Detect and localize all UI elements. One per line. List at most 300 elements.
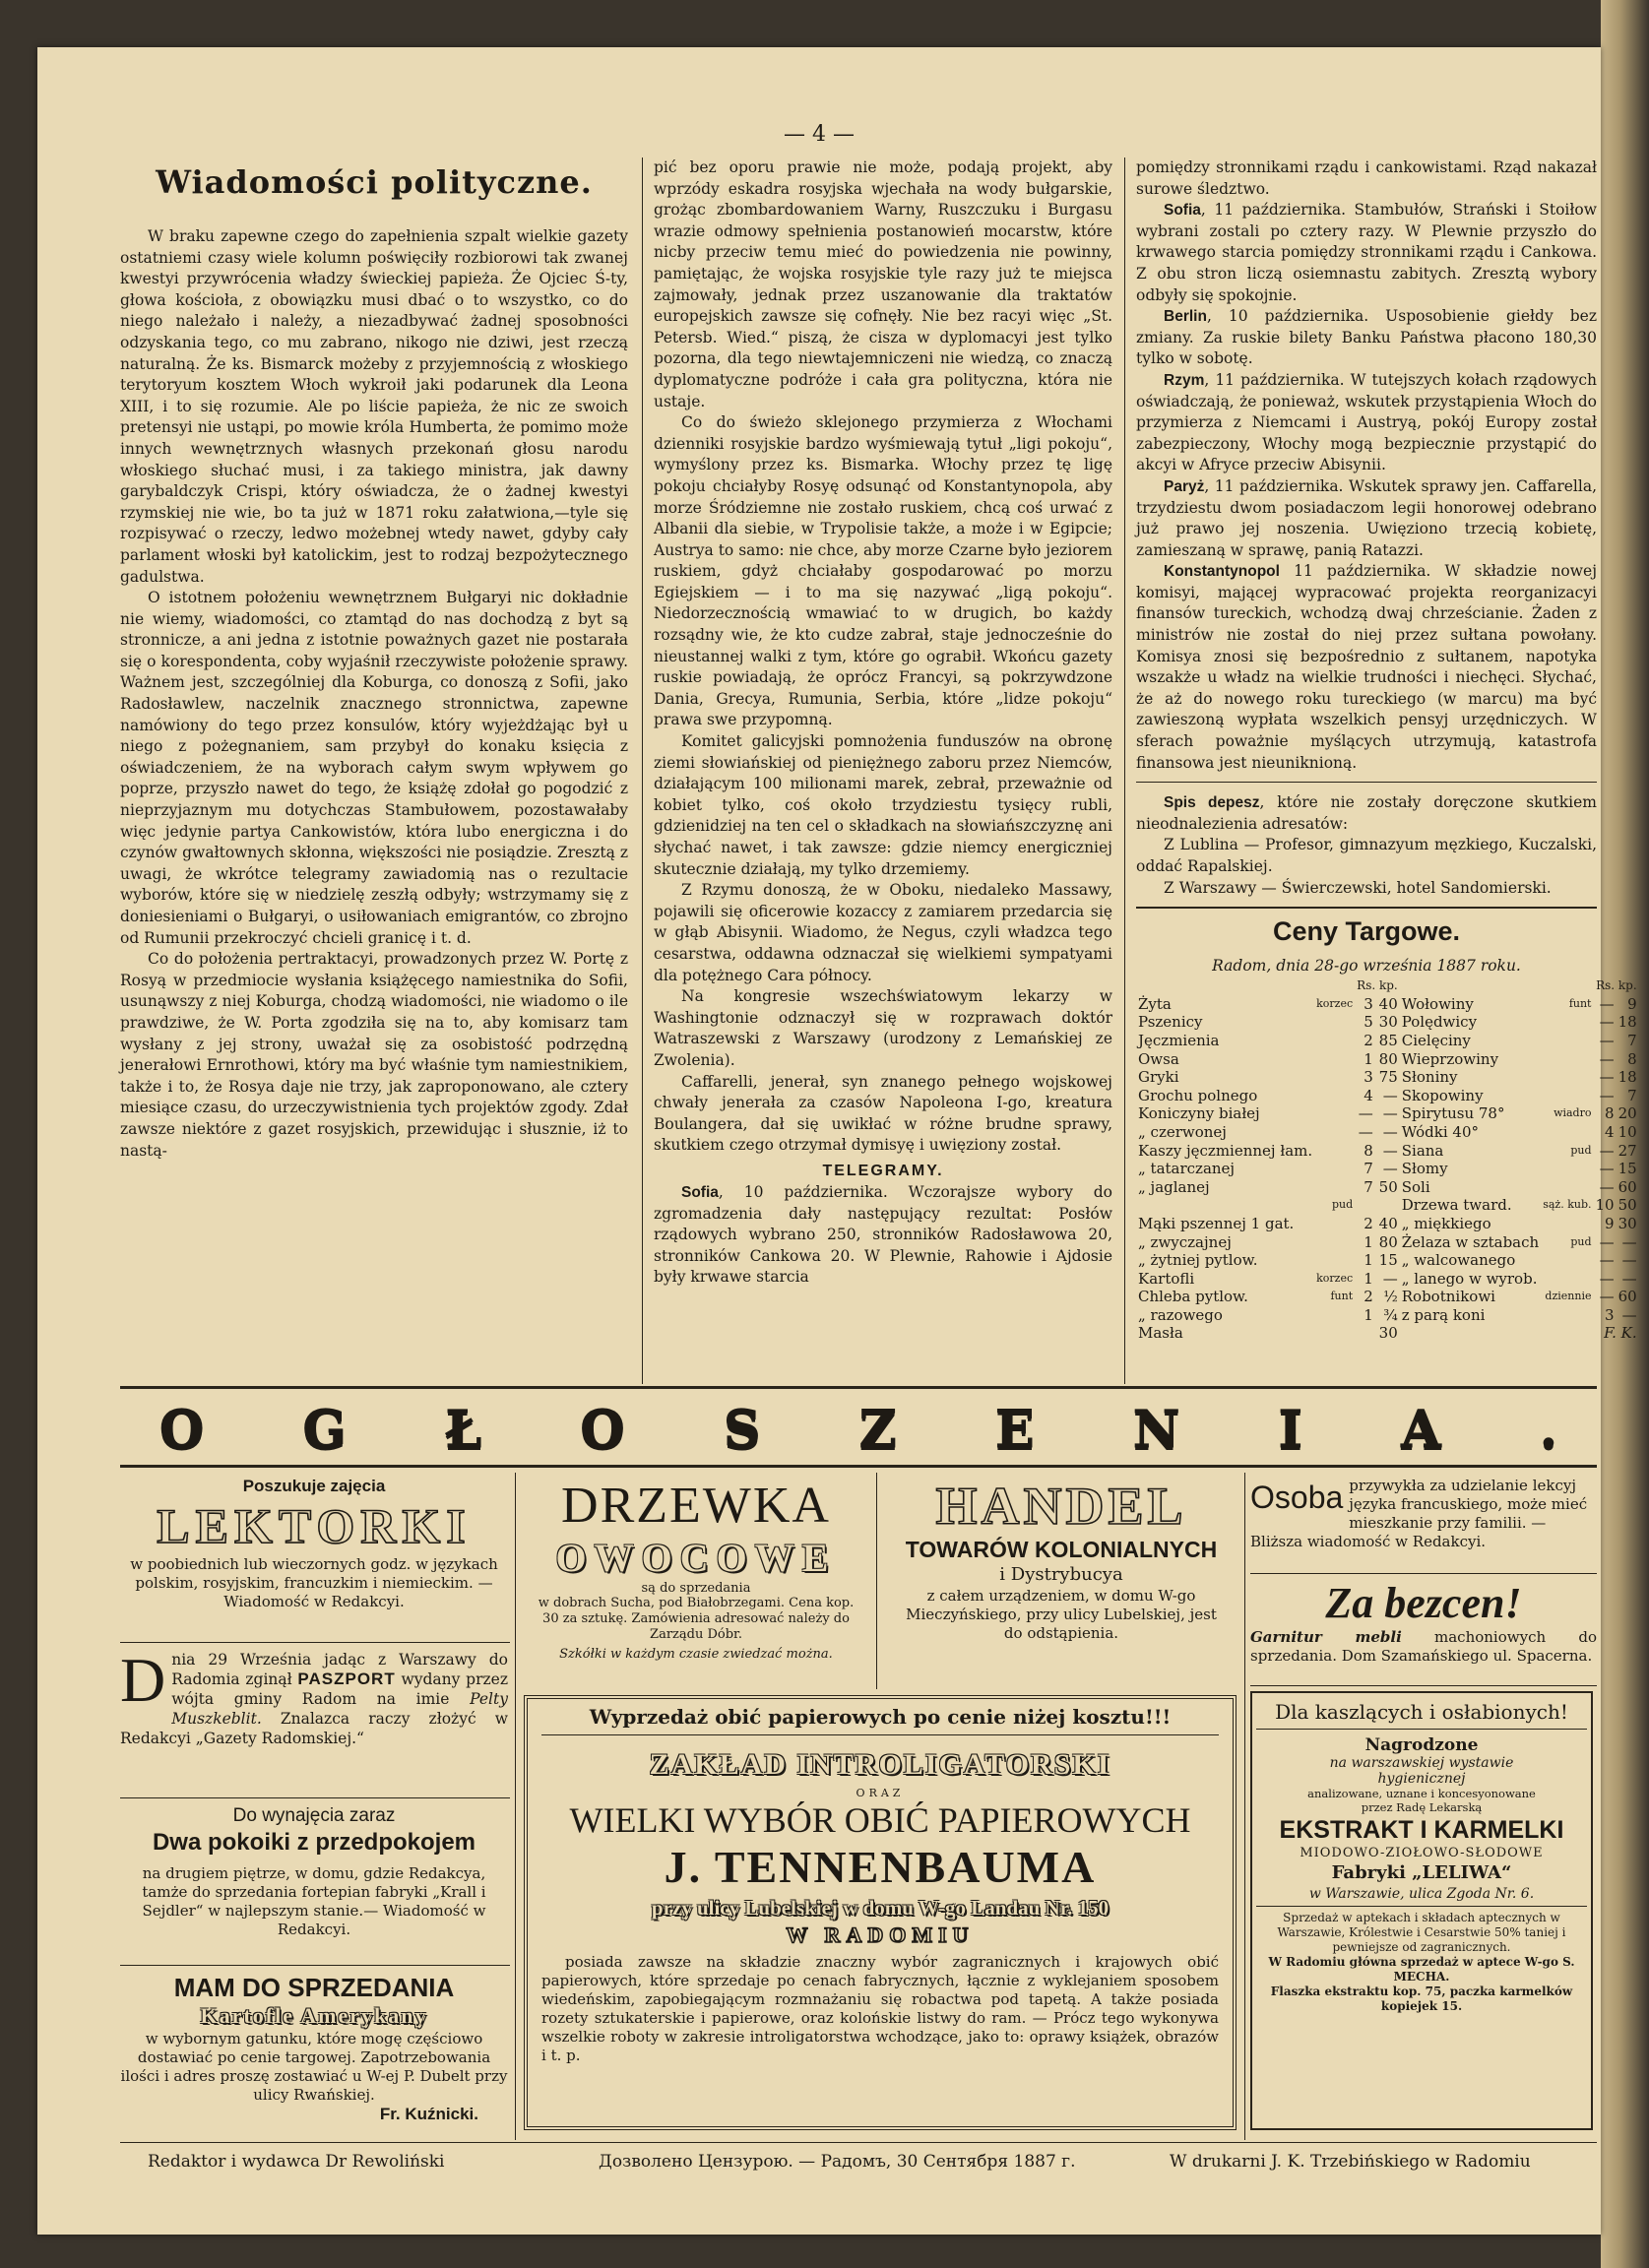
ad-text: w poobiednich lub wieczornych godz. w językach polskim, rosyjskim, francuzkim i niemieckim. — Wiadomość w Redakcyi. bbox=[130, 1555, 498, 1610]
ad-title: Wyprzedaż obić papierowych po cenie niżej kosztu!!! bbox=[541, 1705, 1219, 1735]
ad-subtitle: i Dystrybucya bbox=[999, 1564, 1123, 1585]
telegram-city: Paryż bbox=[1164, 477, 1205, 495]
market-rubles: 8 bbox=[1605, 1104, 1615, 1123]
ads-banner-letters bbox=[120, 1400, 1597, 1461]
market-rubles: 8 bbox=[1364, 1141, 1373, 1160]
market-row bbox=[1400, 1050, 1639, 1069]
market-kopecks: 60 bbox=[1617, 1288, 1637, 1306]
market-unit bbox=[1314, 1087, 1355, 1105]
ad-title: MAM DO SPRZEDANIA bbox=[173, 1973, 455, 2002]
market-item: Polędwicy bbox=[1401, 1013, 1478, 1032]
telegram-text: pomiędzy stronnikami rządu i cankowistami. Rząd nakazał surowe śledztwo. bbox=[1136, 158, 1597, 198]
market-kopecks: 18 bbox=[1617, 1013, 1637, 1032]
drop-cap: D bbox=[120, 1645, 166, 1715]
market-unit bbox=[1314, 1306, 1355, 1325]
market-unit: dziennie bbox=[1545, 1290, 1592, 1303]
market-unit bbox=[1314, 1068, 1355, 1087]
market-kopecks: 85 bbox=[1378, 1031, 1398, 1049]
banner-letter: E bbox=[994, 1400, 1035, 1460]
market-item: Jęczmienia bbox=[1138, 1031, 1220, 1049]
ad-tennenbaum bbox=[524, 1695, 1237, 2130]
market-kopecks: 20 bbox=[1617, 1104, 1637, 1123]
market-row bbox=[1136, 1032, 1400, 1050]
market-table-right bbox=[1400, 976, 1639, 1343]
market-row bbox=[1400, 1178, 1639, 1197]
ad-subheading: Nagrodzone bbox=[1364, 1735, 1479, 1755]
telegram-city: Sofia bbox=[681, 1183, 719, 1201]
market-unit bbox=[1541, 1032, 1593, 1050]
ad-text: machoniowych do sprzedania. Dom Szamańskiego ul. Spacerna. bbox=[1250, 1628, 1597, 1665]
banner-letter: Ł bbox=[445, 1400, 482, 1460]
market-rubles: 10 bbox=[1595, 1196, 1615, 1215]
banner-letter: O bbox=[580, 1400, 625, 1460]
market-item: Masła bbox=[1138, 1324, 1183, 1343]
market-item: Żelaza w sztabach bbox=[1401, 1232, 1540, 1251]
ad-kartofle bbox=[120, 1973, 508, 2124]
market-unit bbox=[1541, 1251, 1593, 1270]
ad-keyword: Osoba bbox=[1250, 1480, 1344, 1515]
telegram-text: , 10 października. Wczorajsze wybory do zgromadzenia dały następujący rezultat: Posłów rządowych wybrano 250, stronników Radosławowa 20, stronników Cankowa 20. W Plewnie, Rahowie i Ajdosie były krwawe starcia bbox=[654, 1182, 1112, 1287]
market-table-left bbox=[1136, 976, 1400, 1343]
market-rubles: — bbox=[1599, 1177, 1615, 1196]
market-unit bbox=[1541, 1306, 1593, 1325]
market-item: Robotnikowi bbox=[1401, 1288, 1495, 1306]
market-unit bbox=[1541, 1270, 1593, 1289]
banner-letter: G bbox=[302, 1400, 347, 1460]
ad-text: z całem urządzeniem, w domu W-go Mieczyńskiego, przy ulicy Lubelskiej, jest do odstąpienia. bbox=[906, 1587, 1217, 1642]
market-rubles bbox=[1355, 1196, 1375, 1215]
market-kopecks: 8 bbox=[1627, 1049, 1637, 1068]
market-rubles: — bbox=[1599, 1269, 1615, 1288]
ad-address: przy ulicy Lubelskiej w domu W-go Landau Nr. 150 bbox=[651, 1896, 1110, 1920]
market-row bbox=[1136, 1215, 1400, 1233]
market-row bbox=[1136, 1068, 1400, 1087]
market-kopecks: — bbox=[1382, 1160, 1398, 1178]
market-unit bbox=[1314, 1013, 1355, 1032]
market-kopecks: 9 bbox=[1627, 994, 1637, 1013]
market-unit bbox=[1314, 1160, 1355, 1178]
ad-text: Flaszka ekstraktu kop. 75, paczka karmelków kopiejek 15. bbox=[1270, 1984, 1573, 2013]
market-item: Wołowiny bbox=[1401, 994, 1474, 1013]
market-unit bbox=[1314, 1050, 1355, 1069]
market-unit bbox=[1314, 1104, 1355, 1123]
market-rubles: 1 bbox=[1364, 1251, 1373, 1270]
market-row bbox=[1400, 1233, 1639, 1252]
market-item: Grochu polnego bbox=[1138, 1086, 1258, 1104]
market-rubles: — bbox=[1599, 994, 1615, 1013]
market-kopecks: 50 bbox=[1378, 1177, 1398, 1196]
market-rubles: — bbox=[1358, 1104, 1373, 1123]
telegram-text: , 11 października. Wskutek sprawy jen. Caffarella, trzydziestu dwom posiadaczom legii honorowej odebrano już prawo jej noszenia. Uwięziono trzecią kobietę, zamieszaną w sprawę, panią Ratazzi. bbox=[1136, 476, 1597, 559]
market-row bbox=[1136, 1306, 1400, 1325]
telegram-text: , 11 października. W tutejszych kołach rządowych oświadczają, że ponieważ, wskutek przystąpienia Włoch do przymierza z Niemcami i Austryą, pokój Europy został zabezpieczony, Włochy mogą bezpiecznie przystąpić do akcyi w Afryce przeciw Abisynii. bbox=[1136, 370, 1597, 474]
footer-censorship: Дозволено Цензурою. — Радомъ, 30 Сентября 1887 г. bbox=[599, 2152, 1076, 2172]
market-kopecks: 75 bbox=[1378, 1068, 1398, 1087]
right-column bbox=[1136, 158, 1637, 1343]
market-rubles: 1 bbox=[1364, 1269, 1373, 1288]
divider bbox=[120, 1965, 510, 1966]
ad-note: Szkółki w każdym czasie zwiedzać można. bbox=[559, 1647, 833, 1662]
market-kopecks: 27 bbox=[1617, 1141, 1637, 1160]
ad-text: wydany przez wójta gminy Radom na imie bbox=[171, 1670, 508, 1708]
divider bbox=[120, 1642, 510, 1643]
ad-lektorki bbox=[120, 1477, 508, 1611]
ad-name: Pelty Muszkeblit. bbox=[171, 1690, 508, 1728]
market-item: Żyta bbox=[1138, 994, 1172, 1013]
ad-text: hygienicznej bbox=[1377, 1771, 1466, 1787]
market-row bbox=[1136, 1270, 1400, 1289]
market-item: Gryki bbox=[1138, 1068, 1179, 1087]
ad-keyword: PASZPORT bbox=[297, 1670, 396, 1688]
divider bbox=[1250, 1573, 1597, 1574]
market-item: z parą koni bbox=[1401, 1305, 1486, 1324]
market-unit bbox=[1314, 1178, 1355, 1197]
article-paragraph: W braku zapewne czego do zapełnienia szpalt wielkie gazety ostatniemi czasy wiele kolumn poświęciły rozbiorowi tak zwanej kwestyi przywrócenia władzy świeckiej papieża. Że Ojciec Ś-ty, głowa kościoła, z obowiązku musi dbać o to wszystko, co do niego należało i należy, a niezadbywać żadnej sposobności odzyskania tego, co mu zabrano, nikogo nie dziwi, jest rzeczą naturalną. Że ks. Bismarck możeby z przyjemnością z włoskiego terytoryum kosztem Włoch wykroił jaki podarunek dla Leona XIII, i to się rozumie. Ale po liście papieża, że nic ze swoich pretensyi nie ustąpi, po mowie króla Humberta, że pomimo może innych wewnętrznych własnych przekonań głosu narodu włoskiego słuchać musi, i za takiego ministra, jak dawny garybaldczyk Crispi, który oświadcza, że o żadnej kwestyi rzymskiej nie wie, bo ta już w 1871 roku załatwiona,—tyle się rozpisywać o rzeczy, ledwo możebnej wtedy nawet, gdyby cały parlament włoski był katolickim, jest to rodzaj bezpożytecznego gadulstwa. bbox=[120, 227, 628, 586]
ad-subheading: są do sprzedania bbox=[641, 1581, 751, 1596]
market-rubles: — bbox=[1599, 1031, 1615, 1049]
market-unit bbox=[1541, 1087, 1593, 1105]
market-kopecks: — bbox=[1621, 1305, 1637, 1324]
market-kopecks: 7 bbox=[1627, 1031, 1637, 1049]
banner-letter: Z bbox=[858, 1400, 897, 1460]
market-row bbox=[1136, 1087, 1400, 1105]
market-row bbox=[1400, 1142, 1639, 1161]
market-kopecks: — bbox=[1382, 1269, 1398, 1288]
market-item: „ razowego bbox=[1138, 1305, 1223, 1324]
divider bbox=[1250, 1685, 1597, 1686]
market-item: Siana bbox=[1401, 1141, 1444, 1160]
telegram-text: , 10 października. Usposobienie giełdy bez zmiany. Za ruskie bilety Banku Państwa płacono 180,30 tylko w sobotę. bbox=[1136, 307, 1597, 368]
market-row bbox=[1400, 1068, 1639, 1087]
market-rubles: — bbox=[1599, 1086, 1615, 1104]
market-item: Wódki 40° bbox=[1401, 1122, 1480, 1141]
divider bbox=[1136, 907, 1597, 909]
ad-subheading: Poszukuje zajęcia bbox=[242, 1477, 386, 1495]
market-item: Pszenicy bbox=[1138, 1013, 1203, 1032]
market-unit: funt bbox=[1330, 1290, 1354, 1303]
market-kopecks: 50 bbox=[1617, 1196, 1637, 1215]
market-rubles: 1 bbox=[1364, 1232, 1373, 1251]
ad-text: w dobrach Sucha, pod Białobrzegami. Cena kop. 30 za sztukę. Zamówienia adresować należy do Zarządu Dóbr. bbox=[538, 1596, 855, 1642]
article-paragraph: Na kongresie wszechświatowym lekarzy w Washingtonie odznaczył się w rozprawach doktór Watraszewski z Warszawy (urodzony z Lemańskiej ze Zwolenia). bbox=[654, 987, 1112, 1069]
market-rubles: — bbox=[1599, 1251, 1615, 1270]
market-unit bbox=[1314, 1032, 1355, 1050]
banner-letter: O bbox=[159, 1400, 205, 1460]
market-rubles: 7 bbox=[1364, 1177, 1373, 1196]
ad-subtitle: Kartofle Amerykany bbox=[200, 2003, 428, 2028]
telegram-text: , 11 października. Stambułów, Strański i Stoiłow wybrani zostali po cztery razy. W Plewnie przyszło do krwawego starcia pomiędzy stronnikami rządu i Cankowa. Z obu stron liczą osiemnastu zabitych. Zresztą wybory odbyły się spokojnie. bbox=[1136, 201, 1597, 304]
market-unit bbox=[1314, 1142, 1355, 1161]
ads-banner bbox=[120, 1400, 1597, 1461]
banner-letter: . bbox=[1539, 1400, 1557, 1460]
ad-title: Za bezcen! bbox=[1325, 1579, 1522, 1627]
letters-intro: , które nie zostały doręczone skutkiem nieodnalezienia adresatów: bbox=[1136, 793, 1597, 833]
market-item bbox=[1400, 1324, 1541, 1343]
market-row bbox=[1136, 1142, 1400, 1161]
market-rubles: — bbox=[1599, 1013, 1615, 1032]
divider bbox=[120, 2142, 1597, 2143]
market-kopecks: 40 bbox=[1378, 1214, 1398, 1232]
market-row bbox=[1136, 1123, 1400, 1142]
market-rubles: — bbox=[1599, 1160, 1615, 1178]
undelivered-letter: Z Lublina — Profesor, gimnazyum męzkiego, Kuczalski, oddać Rapalskiej. bbox=[1136, 836, 1597, 875]
article-paragraph: Caffarelli, jenerał, syn znanego pełnego wojskowej chwały jenerała za czasów Napoleona I-go, kreatura Boulangera, dał się uwikłać w różne brudne sprawy, skutkiem czego otrzymał dymisyę i uwięziony został. bbox=[654, 1072, 1112, 1155]
ad-keyword: Garnitur mebli bbox=[1250, 1628, 1402, 1646]
market-item: Kaszy jęczmiennej łam. bbox=[1138, 1141, 1313, 1160]
market-item: Kartofli bbox=[1138, 1269, 1195, 1288]
market-kopecks: 30 bbox=[1378, 1013, 1398, 1032]
footer-editor: Redaktor i wydawca Dr Rewoliński bbox=[148, 2152, 445, 2172]
article-paragraph: Co do świeżo sklejonego przymierza z Włochami dzienniki rosyjskie bardzo wyśmiewają tytuł „ligi pokoju“, wymyślony przez ks. Bismarka. Włochy przez tę ligę pokoju chciałyby Rosyę odsunąć od Konstantynopola, aby morze Śródziemne nie zostało ruskiem, chcą coś urwać z Albanii dla siebie, w Trypolisie także, a może i w Egipcie; Austrya to samo: nie chce, aby morze Czarne było jeziorem ruskiem, gdyż chciałaby gospodarować po morzu Egiejskiem — i to ma się nazywać „ligą pokoju“. Niedorzecznością wmawiać to w drugich, bo każdy rozsądny wie, że kto cudze zabrał, staje jednocześnie do nieustannej walki z tym, które go ograbił. Wkońcu gazety ruskie powiadają, że oprócz Francyi, są pokrzywdzone Dania, Grecya, Rumunia, Serbia, które „lidze pokoju“ prawa swe przypomną. bbox=[654, 413, 1112, 729]
market-item: Koniczyny białej bbox=[1138, 1104, 1260, 1123]
market-kopecks: 18 bbox=[1617, 1068, 1637, 1087]
ad-osoba bbox=[1250, 1477, 1597, 1551]
market-row bbox=[1400, 1215, 1639, 1233]
ad-title: HANDEL bbox=[935, 1477, 1187, 1536]
market-kopecks: — bbox=[1382, 1122, 1398, 1141]
market-unit: pud bbox=[1570, 1143, 1592, 1157]
ad-text: na drugiem piętrze, w domu, gdzie Redakcya, tamże do sprzedania fortepian fabryki „Krall i Sejdler“ w najlepszym stanie.— Wiadomość w Redakcyi. bbox=[142, 1864, 486, 1938]
ad-pokoiki bbox=[120, 1805, 508, 1939]
market-item: Chleba pytlow. bbox=[1138, 1288, 1248, 1306]
market-kopecks: ¾ bbox=[1383, 1305, 1398, 1324]
column-rule bbox=[515, 1473, 516, 2140]
market-kopecks: 10 bbox=[1617, 1122, 1637, 1141]
market-row bbox=[1400, 1270, 1639, 1289]
market-rubles: 2 bbox=[1364, 1031, 1373, 1049]
page-number: — 4 — bbox=[784, 122, 855, 147]
market-rubles: — bbox=[1599, 1288, 1615, 1306]
market-row bbox=[1136, 1104, 1400, 1123]
market-unit: pud bbox=[1570, 1234, 1592, 1248]
market-unit bbox=[1541, 1068, 1593, 1087]
market-rubles: — bbox=[1599, 1068, 1615, 1087]
market-unit: pud bbox=[1331, 1198, 1354, 1212]
ad-subtitle: MIODOWO-ZIOŁOWO-SŁODOWE bbox=[1300, 1846, 1544, 1860]
banner-letter: A bbox=[1401, 1400, 1441, 1460]
divider bbox=[120, 1465, 1597, 1468]
market-header-row bbox=[1400, 976, 1639, 995]
market-kopecks: 7 bbox=[1627, 1086, 1637, 1104]
market-row bbox=[1136, 1233, 1400, 1252]
market-item: „ miękkiego bbox=[1401, 1214, 1491, 1232]
banner-letter: I bbox=[1278, 1400, 1302, 1460]
ad-text: w wybornym gatunku, które mogę częściowo dostawiać po cenie targowej. Zapotrzebowania ilości i adres proszę zostawiać u W-ej P. Dubelt przy ulicy Rwańskiej. bbox=[120, 2030, 508, 2104]
article-paragraph: Co do położenia pertraktacyi, prowadzonych przez W. Portę z Rosyą w przedmiocie wysłania książęcego namiestnika do Sofii, usunąwszy z niej Koburga, chodzą wiadomości, nie wiadomo o ile prawdziwe, że W. Porta zgodziła się na to, aby komisarz tam wysłany z jej strony, uważał się za osobistość podrzędną jenerałowi Ernrothowi, który ma być właśnie tym namiestnikiem, także i to, że Rosya daje nie trzy, jak zaproponowano, ale cztery miesiące czasu, do urzeczywistnienia tych projektów zgody. Zdał zawsze niektóre z gazet rosyjskich, przewidując i słusznie, iż to nastą- bbox=[120, 950, 628, 1160]
ad-subtitle: TOWARÓW KOLONIALNYCH bbox=[905, 1537, 1218, 1562]
market-kopecks: — bbox=[1382, 1141, 1398, 1160]
market-row bbox=[1136, 1013, 1400, 1032]
ad-subtitle: Fabryki „LELIWA“ bbox=[1331, 1862, 1512, 1883]
newspaper-page bbox=[37, 47, 1637, 2235]
undelivered-letter: Z Warszawy — Świerczewski, hotel Sandomierski. bbox=[1164, 878, 1552, 897]
market-row bbox=[1136, 1196, 1400, 1215]
market-unit bbox=[1314, 1251, 1355, 1270]
ad-leliwa bbox=[1250, 1691, 1593, 2130]
market-rubles: 9 bbox=[1605, 1214, 1615, 1232]
market-item: „ żytniej pytlow. bbox=[1138, 1251, 1258, 1270]
market-rubles: — bbox=[1599, 1232, 1615, 1251]
ad-subheading: Do wynajęcia zaraz bbox=[232, 1805, 396, 1826]
ad-name: J. TENNENBAUMA bbox=[664, 1842, 1097, 1892]
market-row bbox=[1400, 1324, 1639, 1343]
article-paragraph: Komitet galicyjski pomnożenia funduszów na obronę ziemi słowiańskiej od pieniężnego zaboru przez Niemców, działającym 100 milionami marek, zebrał, przeważnie od kobiet tylko, coś około trzydziestu tysięcy rubli, gdzienidziej na ten cel o składkach na słowiańszczyznę ani słychać nawet, i tak zawsze: gdzie niemcy energiczniej skutecznie działają, my tylko drzemiemy. bbox=[654, 732, 1112, 878]
market-kopecks: 60 bbox=[1617, 1177, 1637, 1196]
market-kopecks: — bbox=[1382, 1104, 1398, 1123]
market-kopecks: — bbox=[1382, 1086, 1398, 1104]
market-dateline: Radom, dnia 28-go września 1887 roku. bbox=[1212, 957, 1521, 976]
market-heading: Ceny Targowe. bbox=[1272, 916, 1461, 947]
market-row bbox=[1400, 1123, 1639, 1142]
ad-text: Znalazca raczy złożyć w Redakcyi „Gazety Radomskiej.“ bbox=[120, 1710, 508, 1747]
ad-title: EKSTRAKT I KARMELKI bbox=[1279, 1816, 1564, 1844]
market-kopecks: ½ bbox=[1383, 1288, 1398, 1306]
market-rubles: 1 bbox=[1364, 1305, 1373, 1324]
column-rule bbox=[876, 1473, 877, 1689]
market-row bbox=[1136, 1251, 1400, 1270]
market-kopecks: — bbox=[1621, 1269, 1637, 1288]
divider bbox=[120, 1797, 510, 1798]
market-unit: korzec bbox=[1316, 1271, 1354, 1285]
ad-text: Sprzedaż w aptekach i składach aptecznych w Warszawie, Królestwie i Cesarstwie 50% taniej i pewniejsze od zagranicznych. bbox=[1277, 1911, 1566, 1954]
ad-title: ZAKŁAD INTROLIGATORSKI bbox=[649, 1748, 1111, 1781]
market-kopecks: 30 bbox=[1617, 1214, 1637, 1232]
middle-column bbox=[654, 158, 1112, 1289]
ad-text: ORAZ bbox=[856, 1787, 905, 1799]
market-item: „ czerwonej bbox=[1138, 1122, 1227, 1141]
market-item: „ jaglanej bbox=[1138, 1177, 1210, 1196]
market-unit: korzec bbox=[1316, 996, 1354, 1010]
market-unit-header: Rs. kp. bbox=[1596, 978, 1637, 993]
market-kopecks bbox=[1375, 1196, 1400, 1215]
market-row bbox=[1136, 995, 1400, 1014]
market-kopecks: 15 bbox=[1378, 1251, 1398, 1270]
market-rubles: 1 bbox=[1364, 1049, 1373, 1068]
column-rule bbox=[642, 158, 643, 1384]
market-row bbox=[1136, 1324, 1400, 1343]
left-column bbox=[120, 163, 628, 1162]
market-unit bbox=[1541, 1215, 1593, 1233]
market-item: Drzewa tward. bbox=[1401, 1196, 1512, 1215]
ad-title: DRZEWKA bbox=[561, 1478, 831, 1534]
market-unit bbox=[1541, 1178, 1593, 1197]
market-rubles: 3 bbox=[1605, 1305, 1615, 1324]
market-item: Cielęciny bbox=[1401, 1031, 1471, 1049]
market-item: Soli bbox=[1401, 1177, 1430, 1196]
ad-title: WIELKI WYBÓR OBIĆ PAPIEROWYCH bbox=[569, 1800, 1191, 1840]
market-item: „ lanego w wyrob. bbox=[1401, 1269, 1538, 1288]
telegram-city: Sofia bbox=[1164, 202, 1201, 220]
footer-printer: W drukarni J. K. Trzebińskiego w Radomiu bbox=[1170, 2152, 1531, 2172]
banner-letter: S bbox=[723, 1400, 761, 1460]
ad-title: Dwa pokoiki z przedpokojem bbox=[152, 1829, 476, 1856]
market-row bbox=[1136, 1288, 1400, 1306]
market-unit bbox=[1314, 1233, 1355, 1252]
market-tables bbox=[1136, 976, 1637, 1343]
market-rubles: F. K. bbox=[1604, 1324, 1637, 1343]
market-unit bbox=[1541, 1123, 1593, 1142]
market-row bbox=[1400, 1306, 1639, 1325]
market-row bbox=[1136, 1160, 1400, 1178]
market-item: Skopowiny bbox=[1401, 1086, 1484, 1104]
telegram-city: Berlin bbox=[1164, 308, 1207, 326]
market-row bbox=[1400, 1196, 1639, 1215]
market-kopecks: 15 bbox=[1617, 1160, 1637, 1178]
ad-city: W RADOMIU bbox=[786, 1922, 975, 1947]
market-kopecks: 30 bbox=[1378, 1324, 1398, 1343]
market-kopecks: — bbox=[1621, 1232, 1637, 1251]
column-rule bbox=[1244, 1473, 1245, 2140]
ad-bezcen bbox=[1250, 1579, 1597, 1666]
market-row bbox=[1136, 1050, 1400, 1069]
column-rule bbox=[1124, 158, 1125, 1384]
ad-paszport bbox=[120, 1645, 508, 1748]
market-item: „ zwyczajnej bbox=[1138, 1232, 1232, 1251]
market-rubles: 4 bbox=[1605, 1122, 1615, 1141]
market-unit bbox=[1314, 1324, 1355, 1343]
market-item: Słomy bbox=[1401, 1160, 1448, 1178]
telegram-city: Konstantynopol bbox=[1164, 563, 1280, 581]
market-rubles: — bbox=[1599, 1049, 1615, 1068]
ad-text: analizowane, uznane i koncesyonowane przez Radę Lekarską bbox=[1307, 1787, 1536, 1814]
market-row bbox=[1400, 1032, 1639, 1050]
market-unit bbox=[1314, 1123, 1355, 1142]
market-row bbox=[1400, 1251, 1639, 1270]
ad-drzewka bbox=[524, 1477, 868, 1662]
ad-text: nia 29 Września jadąc z Warszawy do Radomia zginął bbox=[171, 1651, 508, 1688]
telegram-text: 11 października. W składzie nowej komisyi, mającej wypracować projekta reorganizacyi finansów tureckich, wchodzą dwaj chrześcianie. Żaden z ministrów nie został do niej przez sułtana powołany. Komisya znosi się bezpośrednio z sułtanem, napotyka wszakże u władz na wielkie trudności i niechęci. Słychać, że aż do nowego roku tureckiego (w marcu) ma być zawieszoną wypłata wszelkich pensyj urzędniczych. W sferach poważnie myślących utrzymują, katastrofa finansowa jest nieuniknioną. bbox=[1136, 562, 1597, 772]
ad-address: w Warszawie, ulica Zgoda Nr. 6. bbox=[1256, 1886, 1587, 1907]
market-row bbox=[1400, 1013, 1639, 1032]
article-paragraph: pić bez oporu prawie nie może, podają projekt, aby wprzódy eskadra rosyjska wjechała na wody bułgarskie, grożąc zbombardowaniem Warny, Ruszczuku i Burgasu wrazie odmowy spełnienia postanowień mocarstw, które nicby przeciw temu mieć do powiedzenia nie powinny, pamiętając, że wojska rosyjskie tyle razy już te miejsca zajmowały, jednak przez uszanowanie dla traktatów europejskich zawsze się cofnęły. Nie bez racyi więc „St. Petersb. Wied.“ piszą, że cisza w dyplomacyi jest tylko pozorna, dla tego niewtajemniczeni nie wiedzą, co znaczą dyplomatyczne podróże i cała gra polityczna, która nie ustaje. bbox=[654, 158, 1112, 410]
market-row bbox=[1136, 1178, 1400, 1197]
banner-letter: N bbox=[1132, 1400, 1180, 1460]
market-kopecks: 80 bbox=[1378, 1232, 1398, 1251]
market-rubles: 2 bbox=[1364, 1288, 1373, 1306]
market-kopecks: 80 bbox=[1378, 1049, 1398, 1068]
market-row bbox=[1400, 995, 1639, 1014]
market-rubles: 4 bbox=[1364, 1086, 1373, 1104]
market-item: „ walcowanego bbox=[1401, 1251, 1516, 1270]
telegrams-heading: TELEGRAMY. bbox=[822, 1162, 944, 1179]
ad-title: OWOCOWE bbox=[555, 1536, 837, 1580]
divider bbox=[120, 1386, 1597, 1389]
ad-handel bbox=[884, 1477, 1238, 1643]
market-rubles: 3 bbox=[1364, 994, 1373, 1013]
ad-title: LEKTORKI bbox=[157, 1498, 472, 1553]
market-row bbox=[1400, 1087, 1639, 1105]
market-unit: funt bbox=[1568, 996, 1592, 1010]
market-unit: wiadro bbox=[1554, 1106, 1592, 1120]
market-rubles: 2 bbox=[1364, 1214, 1373, 1232]
divider bbox=[1136, 782, 1597, 783]
market-unit bbox=[1541, 1160, 1593, 1178]
market-item: Spirytusu 78° bbox=[1401, 1104, 1505, 1123]
market-unit bbox=[1541, 1050, 1593, 1069]
market-kopecks: — bbox=[1621, 1251, 1637, 1270]
market-row bbox=[1400, 1160, 1639, 1178]
letters-intro-label: Spis depesz bbox=[1164, 794, 1260, 812]
market-rubles: — bbox=[1599, 1141, 1615, 1160]
market-unit bbox=[1541, 1324, 1593, 1343]
market-unit: sąż. kub. bbox=[1543, 1198, 1592, 1212]
article-paragraph: Z Rzymu donoszą, że w Oboku, niedaleko Massawy, pojawili się oficerowie kozaccy z zamiarem przedarcia się w głąb Abisynii. Wiadomo, że Negus, czyli władzca tego cesarstwa, oddawna odznaczał się wielkiemi sympatyami dla potężnego Cara północy. bbox=[654, 881, 1112, 984]
market-item: „ tatarczanej bbox=[1138, 1160, 1236, 1178]
article-paragraph: O istotnem położeniu wewnętrznem Bułgaryi nic dokładnie nie wiemy, wiadomości, co ztamtąd do nas dochodzą z byt są stronnicze, a ani jedna z istotnie poważnych gazet nie postarała się o korespondenta, coby wyjaśnił rzeczywiste położenie sprawy. Ważnem jest, szczególniej dla Koburga, co donoszą z Sofii, jako Radosławlew, naczelnik znacznego stronnictwa, zapewne namówiony do tego przez konsulów, który wyjeżdżając był u niego z pożegnaniem, sam przybył do konaku księcia z oświadczeniem, że na wyborach całym swym wpływem go poprze, przyszło nawet do tego, że książę zdołał go pogodzić z nieprzyjaznym mu dotychczas Stambułowem, pozostawałaby więc jedynie partya Cankowistów, która lubo energiczna i do czynów gwałtownych skłonna, większości nie posiądzie. Zresztą z uwagi, że wkrótce telegramy zawiadomią nas o rezultacie wyborów, które się w niedzielę zeszłą odbyły; wstrzymamy się z doniesieniami o Bułgaryi, o usiłowaniach emigrantów, co zbrojno od Rumunii przekroczyć chcieli granicę i t. d. bbox=[120, 589, 628, 947]
market-rubles: 5 bbox=[1364, 1013, 1373, 1032]
market-row bbox=[1400, 1288, 1639, 1306]
ad-text: na warszawskiej wystawie bbox=[1329, 1755, 1514, 1771]
